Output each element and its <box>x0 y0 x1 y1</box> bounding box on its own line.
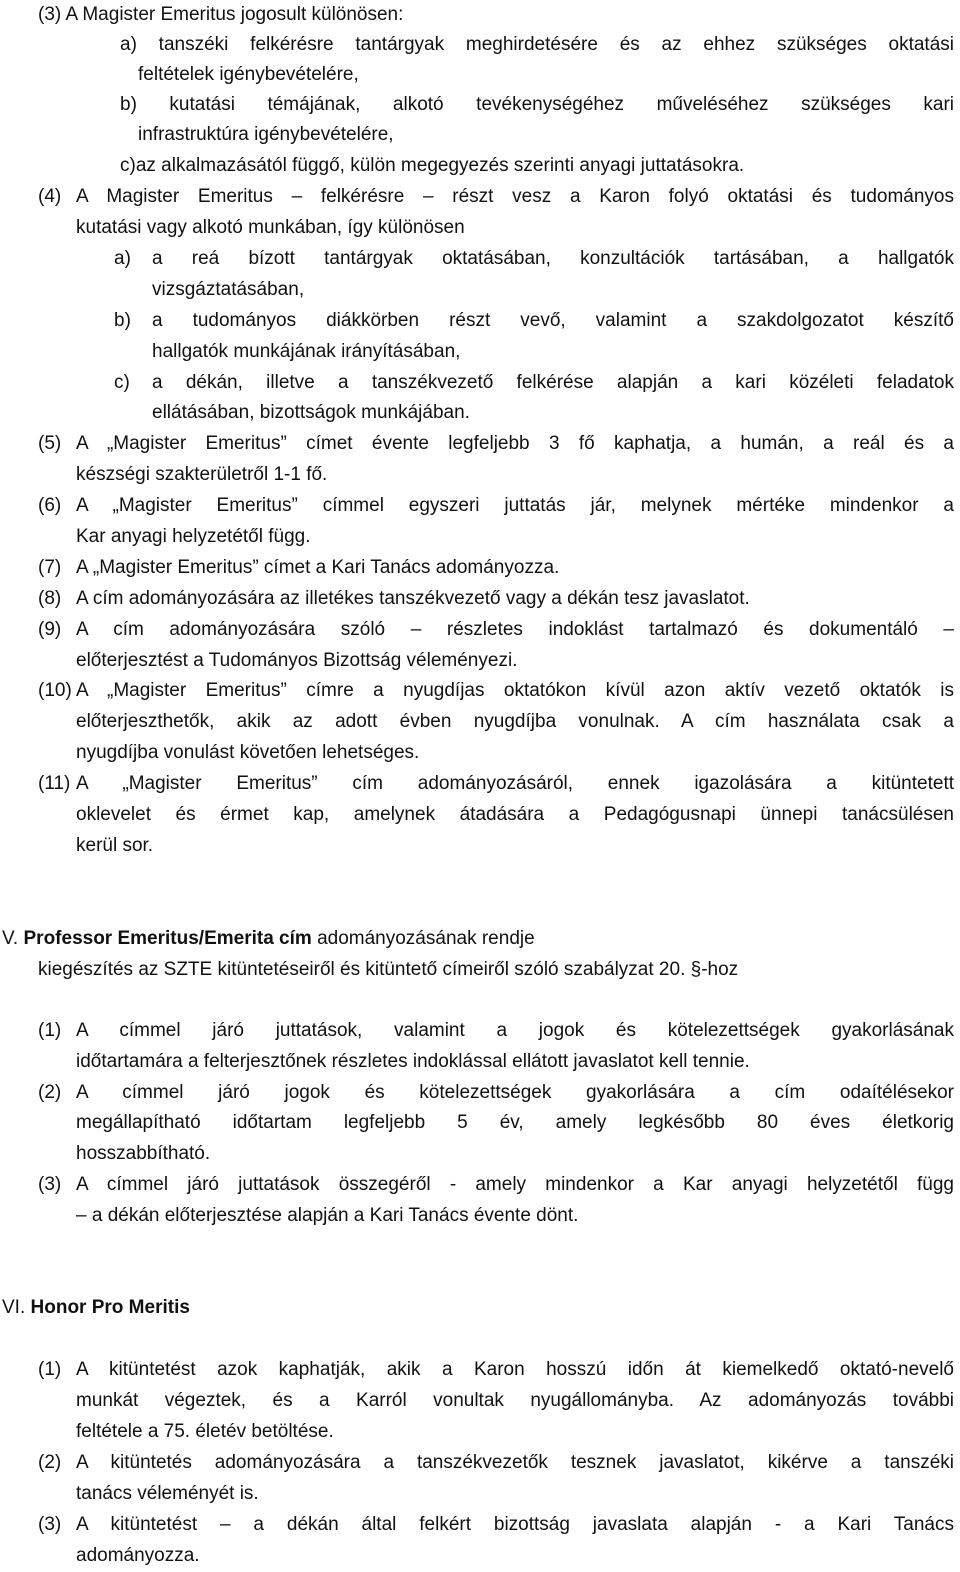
paragraph-4b-line2: hallgatók munkájának irányításában, <box>152 341 461 362</box>
section-vi-roman: VI. <box>2 1297 26 1318</box>
paragraph-5-line2: készségi szakterületről 1-1 fő. <box>76 464 328 485</box>
paragraph-3-heading: (3) A Magister Emeritus jogosult különösen: <box>38 4 404 25</box>
paragraph-4-line2: kutatási vagy alkotó munkában, így különösen <box>76 217 465 238</box>
paragraph-10-line3: nyugdíjba vonulást követően lehetséges. <box>76 742 420 763</box>
section-vi-p2-number: (2) <box>38 1452 62 1473</box>
section-vi-p1-line1: A kitüntetést azok kaphatják, akik a Karon hosszú időn át kiemelkedő oktató-nevelő <box>76 1359 954 1380</box>
paragraph-3a-line2: feltételek igénybevételére, <box>138 64 359 85</box>
paragraph-6-number: (6) <box>38 495 62 516</box>
paragraph-7-line1: A „Magister Emeritus” címet a Kari Tanács adományozza. <box>76 557 560 578</box>
section-v-p1-line2: időtartamára a felterjesztőnek részletes indoklással ellátott javaslatot kell tennie. <box>76 1051 750 1072</box>
paragraph-9-line1: A cím adományozására szóló – részletes indoklást tartalmazó és dokumentáló – <box>76 619 954 640</box>
section-v-heading <box>2 926 535 952</box>
section-vi-p1-line2: munkát végeztek, és a Karról vonultak nyugállományba. Az adományozás további <box>76 1390 954 1411</box>
section-vi-title-bold: Honor Pro Meritis <box>30 1297 190 1318</box>
section-v-subtitle: kiegészítés az SZTE kitüntetéseiről és kitüntető címeiről szóló szabályzat 20. §-hoz <box>38 959 739 980</box>
paragraph-7-number: (7) <box>38 557 62 578</box>
section-v-title-rest: adományozásának rendje <box>317 928 535 949</box>
paragraph-4a-line2: vizsgáztatásában, <box>152 279 305 300</box>
paragraph-4c-line1: a dékán, illetve a tanszékvezető felkérése alapján a kari közéleti feladatok <box>152 372 954 393</box>
paragraph-11-line2: oklevelet és érmet kap, amelynek átadására a Pedagógusnapi ünnepi tanácsülésen <box>76 804 954 825</box>
section-v-p1-number: (1) <box>38 1020 62 1041</box>
paragraph-4a-line1: a reá bízott tantárgyak oktatásában, konzultációk tartásában, a hallgatók <box>152 248 954 269</box>
paragraph-3b-line1: b) kutatási témájának, alkotó tevékenységéhez műveléséhez szükséges kari <box>120 94 954 115</box>
section-v-p3-line1: A címmel járó juttatások összegéről - amely mindenkor a Kar anyagi helyzetétől függ <box>76 1174 954 1195</box>
paragraph-4b-line1: a tudományos diákkörben részt vevő, valamint a szakdolgozatot készítő <box>152 310 954 331</box>
paragraph-9-number: (9) <box>38 619 62 640</box>
section-vi-p3-line1: A kitüntetést – a dékán által felkért bizottság javaslata alapján - a Kari Tanács <box>76 1514 954 1535</box>
paragraph-11-line1: A „Magister Emeritus” cím adományozásáról, ennek igazolására a kitüntetett <box>76 773 954 794</box>
section-vi-p3-line2: adományozza. <box>76 1545 200 1566</box>
section-vi-p2-line2: tanács véleményét is. <box>76 1483 259 1504</box>
paragraph-11-number: (11) <box>38 773 71 794</box>
section-v-p2-number: (2) <box>38 1082 62 1103</box>
paragraph-5-number: (5) <box>38 433 62 454</box>
section-v-roman: V. <box>2 928 19 949</box>
section-v-p1-line1: A címmel járó juttatások, valamint a jogok és kötelezettségek gyakorlásának <box>76 1020 954 1041</box>
paragraph-4-line1: A Magister Emeritus – felkérésre – részt vesz a Karon folyó oktatási és tudományos <box>76 186 954 207</box>
paragraph-8-number: (8) <box>38 588 62 609</box>
paragraph-5-line1: A „Magister Emeritus” címet évente legfeljebb 3 fő kaphatja, a humán, a reál és a <box>76 433 954 454</box>
section-vi-p1-number: (1) <box>38 1359 62 1380</box>
section-v-p2-line1: A címmel járó jogok és kötelezettségek gyakorlására a cím odaítélésekor <box>76 1082 954 1103</box>
paragraph-10-line2: előterjeszthetők, akik az adott évben nyugdíjba vonulnak. A cím használata csak a <box>76 711 954 732</box>
paragraph-6-line2: Kar anyagi helyzetétől függ. <box>76 526 311 547</box>
section-v-title-bold: Professor Emeritus/Emerita cím <box>23 928 312 949</box>
section-v-p3-number: (3) <box>38 1174 62 1195</box>
paragraph-4c-label: c) <box>114 372 130 393</box>
paragraph-4a-label: a) <box>114 248 131 269</box>
section-vi-p1-line3: feltétele a 75. életév betöltése. <box>76 1421 334 1442</box>
section-vi-p2-line1: A kitüntetés adományozására a tanszékvezetők tesznek javaslatot, kikérve a tanszéki <box>76 1452 954 1473</box>
paragraph-9-line2: előterjesztést a Tudományos Bizottság véleményezi. <box>76 650 518 671</box>
section-vi-p3-number: (3) <box>38 1514 62 1535</box>
section-v-p2-line2: megállapítható időtartam legfeljebb 5 év, amely legkésőbb 80 éves életkorig <box>76 1112 954 1133</box>
section-v-p2-line3: hosszabbítható. <box>76 1143 211 1164</box>
paragraph-11-line3: kerül sor. <box>76 835 154 856</box>
paragraph-8-line1: A cím adományozására az illetékes tanszékvezető vagy a dékán tesz javaslatot. <box>76 588 750 609</box>
paragraph-4b-label: b) <box>114 310 131 331</box>
paragraph-3c-line1: c)az alkalmazásától függő, külön megegyezés szerinti anyagi juttatásokra. <box>120 155 745 176</box>
section-vi-heading <box>2 1295 190 1321</box>
paragraph-10-number: (10) <box>38 680 72 701</box>
paragraph-3a-line1: a) tanszéki felkérésre tantárgyak meghirdetésére és az ehhez szükséges oktatási <box>120 34 954 55</box>
paragraph-6-line1: A „Magister Emeritus” címmel egyszeri juttatás jár, melynek mértéke mindenkor a <box>76 495 954 516</box>
section-v-p3-line2: – a dékán előterjesztése alapján a Kari Tanács évente dönt. <box>76 1205 579 1226</box>
paragraph-10-line1: A „Magister Emeritus” címre a nyugdíjas oktatókon kívül azon aktív vezető oktatók is <box>76 680 954 701</box>
paragraph-4-number: (4) <box>38 186 62 207</box>
paragraph-3b-line2: infrastruktúra igénybevételére, <box>138 124 394 145</box>
paragraph-4c-line2: ellátásában, bizottságok munkájában. <box>152 402 470 423</box>
